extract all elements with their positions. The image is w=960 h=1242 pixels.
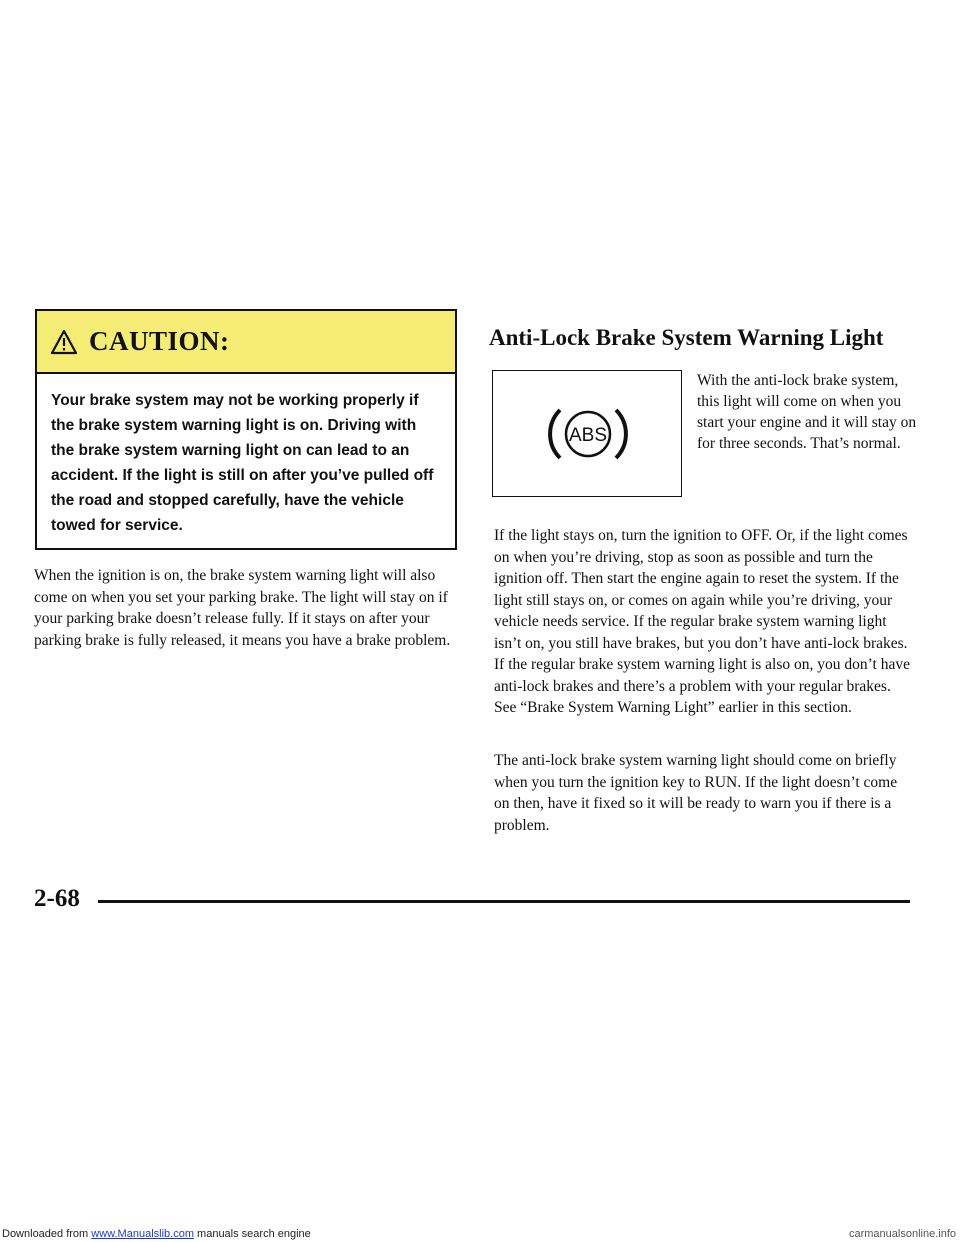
warning-triangle-icon <box>51 329 77 355</box>
parking-brake-paragraph: When the ignition is on, the brake system warning light will also come on when you set your parking brake. The light will stay on if your parking brake doesn’t release fully. If it stays on after your parking brake is fully released, it means you have a brake problem. <box>34 567 451 649</box>
abs-check-paragraph: The anti-lock brake system warning light should come on briefly when you turn the ignition key to RUN. If the light doesn’t come on then, have it fixed so it will be ready to warn you if there is a problem. <box>494 752 898 834</box>
abs-intro-text: With the anti-lock brake system, this light will come on when you start your engine and it will stay on for three seconds. That’s normal. <box>697 372 917 452</box>
caution-header <box>37 311 455 374</box>
download-credit <box>2 1226 311 1242</box>
abs-label: ABS <box>568 425 608 446</box>
download-prefix: Downloaded from <box>2 1228 92 1240</box>
caution-title: CAUTION: <box>89 326 230 356</box>
download-suffix: manuals search engine <box>193 1228 311 1240</box>
download-footer <box>0 1226 960 1242</box>
watermark-text: carmanualsonline.info <box>848 1228 956 1240</box>
footer-rule <box>98 900 910 903</box>
page-number: 2-68 <box>34 885 80 912</box>
abs-light-illustration <box>492 370 682 497</box>
manualslib-link[interactable]: www.Manualslib.com <box>91 1228 194 1240</box>
abs-stays-on-paragraph: If the light stays on, turn the ignition to OFF. Or, if the light comes on when you’re driving, stop as soon as possible and turn the ignition off. Then start the engine again to reset the system. If the light still stays on, or comes on again while you’re driving, your vehicle needs service. If the regular brake system warning light isn’t on, you still have brakes, but you don’t have anti-lock brakes. If the regular brake system warning light is also on, you don’t have anti-lock brakes and there’s a problem with your regular brakes. See “Brake System Warning Light” earlier in this section. <box>494 527 910 716</box>
caution-text: Your brake system may not be working properly if the brake system warning light is on. Driving with the brake system warning light on can lead to an accident. If the light is still on after you’ve pulled off the road and stopped carefully, have the vehicle towed for service. <box>51 392 434 534</box>
caution-box <box>35 309 457 550</box>
abs-warning-icon <box>543 396 633 472</box>
section-heading: Anti-Lock Brake System Warning Light <box>489 325 884 350</box>
